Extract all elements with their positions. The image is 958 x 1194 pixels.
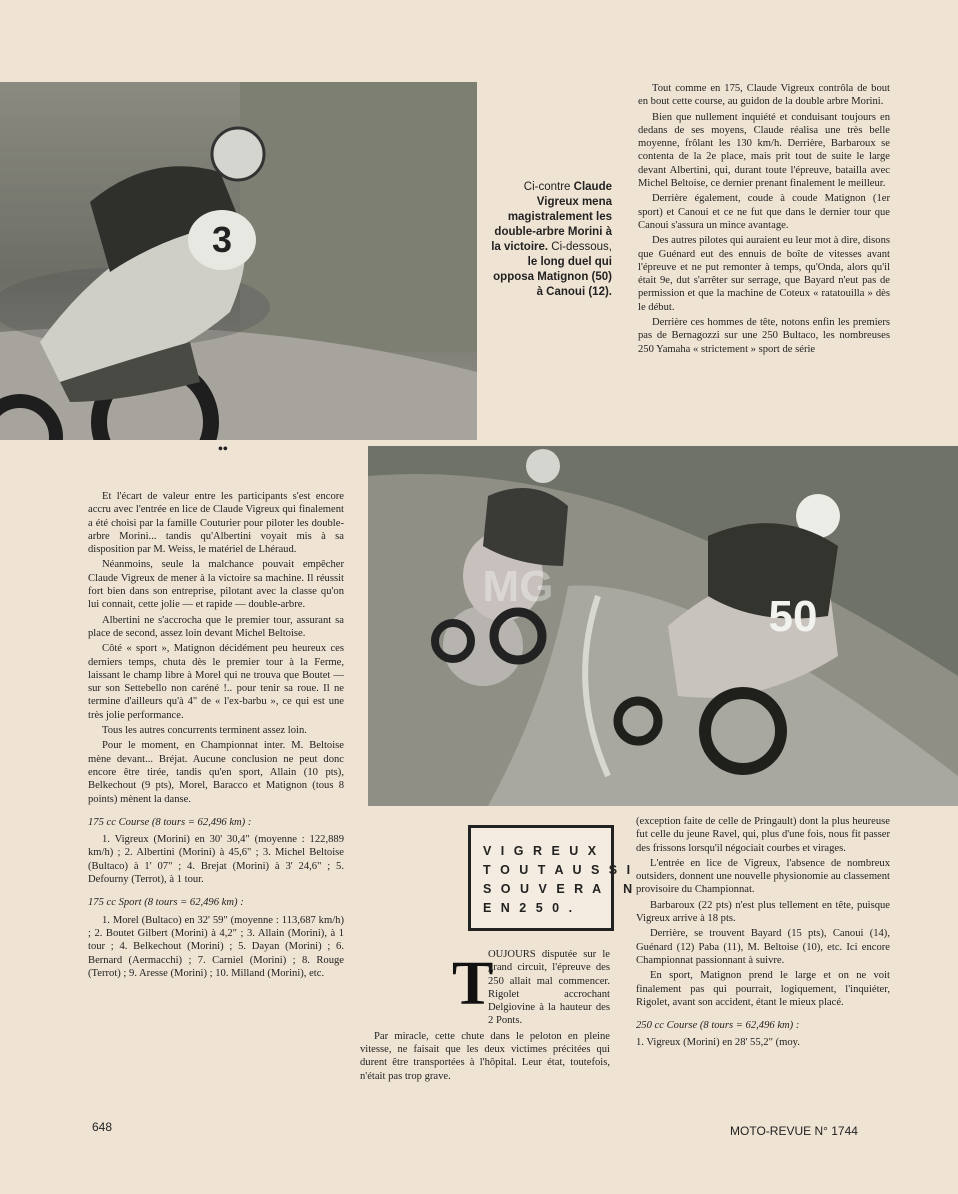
paragraph: Derrière, se trouvent Bayard (15 pts), Canoui (14), Guénard (12) Paba (11), M. Beltoise (10), etc. Ici encore Championnat passionnant à suivre.	[636, 928, 890, 966]
results-body: 1. Vigreux (Morini) en 28' 55,2" (moy.	[636, 1037, 800, 1049]
paragraph: (exception faite de celle de Pringault) dont la plus heureuse fut celle du jeune Ravel, qui, plus d'une fois, nous fit passer des frissons lorsqu'il négociait courbes et virages.	[636, 816, 890, 854]
photo-vigreux	[0, 82, 477, 440]
results-body: 1. Morel (Bultaco) en 32' 59" (moyenne : 113,687 km/h) ; 2. Boutet Gilbert (Morini) à 4,2" ; 3. Allain (Morini), à 1 tour ; 4. Belkechout (Morini) ; 5. Dayan (Morini) ; 6. Bernard (Aermacchi) ; 7. Carniel (Morini) ; 8. Rouge (Terrot) ; 9. Aresse (Morini) ; 10. Milland (Morini), etc.	[88, 914, 344, 979]
caption-text-3: Ci-dessous,	[548, 241, 612, 253]
results-heading: 250 cc Course (8 tours = 62,496 km) :	[636, 1020, 800, 1032]
headline-line: S O U V E R A I N	[483, 882, 636, 896]
headline-line: V I G R E U X	[483, 844, 600, 858]
page-number: 648	[92, 1120, 113, 1134]
paragraph: Côté « sport », Matignon décidément peu heureux ces derniers temps, chuta dès le premier tour à la Ferme, laissant le champ libre à Morel qui ne trouva que Boutet — sur son Settebello non caréné !.. pour tenir sa roue. Il ne termine d'ailleurs qu'à 4" de « l'ex-barbu », ce qui est une très jolie performance.	[88, 643, 344, 721]
decorative-dots: ••	[218, 442, 228, 457]
caption-text-1: Ci-contre	[523, 181, 574, 193]
paragraph: Et l'écart de valeur entre les participants s'est encore accru avec l'entrée en lice de Claude Vigreux qui finalement a été choisi par la famille Couturier pour piloter les double-arbre Morini... tandis qu'Albertini voyait mis à sa disposition par M. Weiss, le matériel de Lhéraud.	[88, 491, 344, 556]
paragraph: Derrière également, coude à coude Matignon (1er sport) et Canoui et ce ne fut que dans le dernier tour que Canoui s'assura un mince avantage.	[638, 193, 890, 231]
article-col-right-top	[638, 82, 890, 420]
photo-matignon-canoui	[368, 446, 958, 806]
paragraph: Albertini ne s'accrocha que le premier tour, assurant sa place de second, assez loin devant Michel Beltoise.	[88, 614, 344, 639]
caption-text-2: Claude Vigreux mena magistralement les double-arbre Morini à la victoire.	[491, 181, 612, 253]
article-col-middle	[360, 949, 610, 1085]
article-col-left	[88, 490, 344, 988]
photo-caption	[490, 180, 612, 300]
paragraph-dropcap: OUJOURS disputée sur le grand circuit, l'épreuve des 250 allait mal commencer. Rigolet accrochant Delgiovine à la hauteur des 2 Ponts.	[488, 949, 610, 1027]
caption-text-4: le long duel qui opposa Matignon (50) à Canoui (12).	[493, 256, 612, 298]
paragraph: Des autres pilotes qui auraient eu leur mot à dire, disons que Guénard eut des ennuis de boîte de vitesses avant l'épreuve et ne put remonter à temps, qu'Onda, alors qu'il était 9e, dut s'arrêter sur serrage, que Bayard n'eut pas de permission et que la machine de Coteux « ratatouilla » dès le début.	[638, 235, 890, 313]
paragraph: Néanmoins, seule la malchance pouvait empêcher Claude Vigreux de mener à la victoire sa machine. Il réussit fort bien dans son entreprise, pilotant avec la classe qu'on lui connait, cette jolie — et rapide — double-arbre.	[88, 559, 344, 611]
paragraph: Bien que nullement inquiété et conduisant toujours en dedans de ses moyens, Claude réalisa une très belle moyenne, frôlant les 130 km/h. Derrière, Barbaroux se contenta de la 2e place, mais prit tout de suite le large devant Albertini, qui, durant toute l'épreuve, batailla avec Michel Beltoise, ce dernier prenant finalement le meilleur.	[638, 111, 890, 190]
results-175-sport	[88, 896, 344, 980]
paragraph: Tous les autres concurrents terminent assez loin.	[102, 725, 307, 737]
headline-line: T O U T A U S S I	[483, 863, 634, 877]
watermark-logo: MG	[482, 562, 554, 611]
paragraph: Barbaroux (22 pts) n'est plus tellement en tête, puisque Vigreux arrive à 18 pts.	[636, 899, 890, 925]
paragraph: Pour le moment, en Championnat inter. M. Beltoise mène devant... Bréjat. Aucune conclusion ne peut donc encore être tirée, tandis qu'en sport, Allain (10 pts), Belkechout (9 pts), Morel, Baracco et Matignon (tous 8 points) mènent la danse.	[88, 740, 344, 805]
paragraph: Derrière ces hommes de tête, notons enfin les premiers pas de Bernagozzi sur une 250 Bultaco, les nombreuses 250 Yamaha « strictement » sport de série	[638, 317, 890, 355]
paragraph: En sport, Matignon prend le large et on ne voit finalement pas qui pourrait, logiquement, l'inquiéter, Rigolet, avant son accident, étant le mieux placé.	[636, 970, 890, 1008]
results-250-course	[636, 1019, 890, 1050]
headline-line: E N 2 5 0 .	[483, 901, 576, 915]
race-number-3: 3	[211, 219, 233, 260]
headline-box	[468, 825, 636, 931]
paragraph: Par miracle, cette chute dans le peloton en pleine vitesse, ne faisait que les deux victimes précitées qui durent être transportées à l'hôpital. Leur état, toutefois, n'était pas trop grave.	[360, 1030, 610, 1082]
article-col-right-bottom	[636, 815, 890, 1058]
race-number-50: 50	[768, 592, 818, 641]
results-heading: 175 cc Sport (8 tours = 62,496 km) :	[88, 897, 244, 909]
results-body: 1. Vigreux (Morini) en 30' 30,4" (moyenne : 122,889 km/h) ; 2. Albertini (Morini) à 45,6" ; 3. Michel Beltoise (Bultaco) à 1' 07" ; 4. Brejat (Morini) à 3' 24,6" ; 5. Defourny (Terrot), à 1 tour.	[88, 834, 344, 886]
magazine-issue: MOTO-REVUE N° 1744	[730, 1124, 858, 1138]
drop-cap: T	[452, 950, 494, 1018]
results-heading: 175 cc Course (8 tours = 62,496 km) :	[88, 816, 252, 828]
paragraph: L'entrée en lice de Vigreux, l'absence de nombreux outsiders, donnent une nouvelle physionomie au classement provisoire du Championnat.	[636, 857, 890, 896]
results-175-course	[88, 816, 344, 886]
paragraph: Tout comme en 175, Claude Vigreux contrôla de bout en bout cette course, au guidon de la double arbre Morini.	[638, 83, 890, 108]
